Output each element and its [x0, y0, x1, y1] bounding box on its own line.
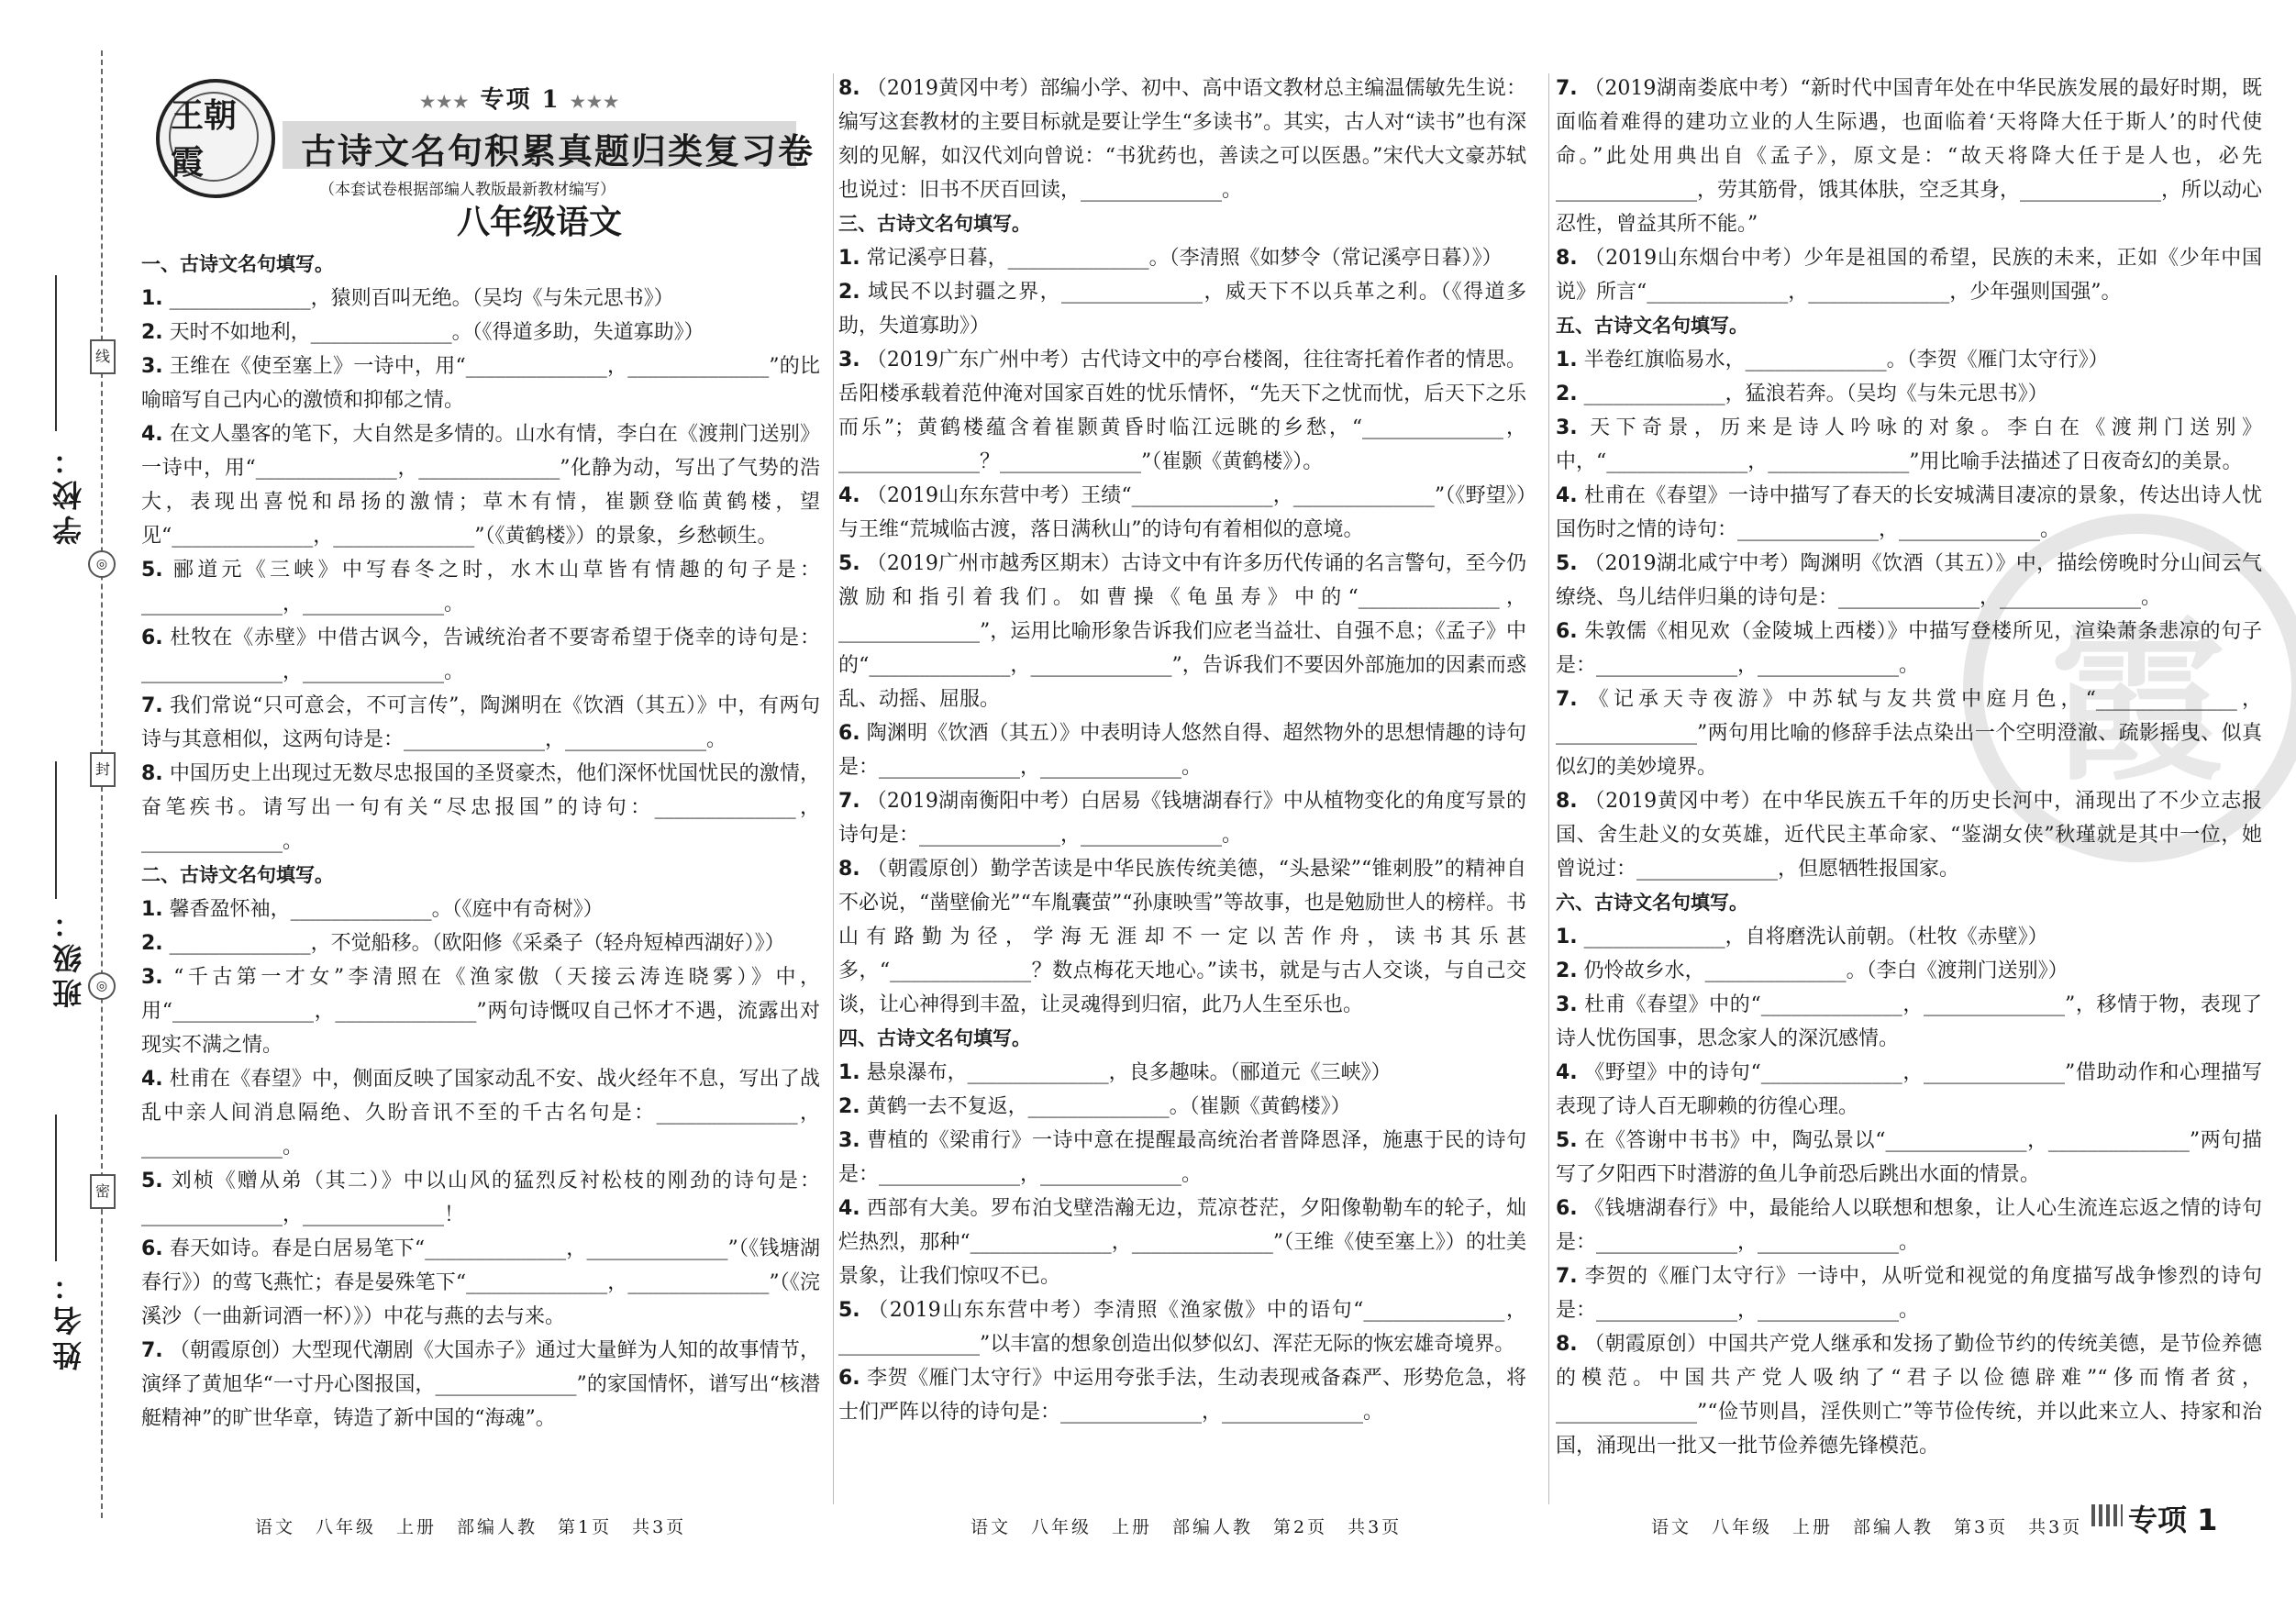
question-list [1556, 72, 2262, 1463]
question-item [1556, 1056, 2262, 1124]
question-text: （2019广东广州中考）古代诗文中的亭台楼阁，往往寄托着作者的情思。岳阳楼承载着范仲淹对国家百姓的忧乐情怀，“先天下之忧而忧，后天下之乐而乐”；黄鹤楼蕴含着崔颢黄昏时临江远眺的乡愁，“______________，______________？______________”（崔颢《黄鹤楼》）。 [838, 349, 1526, 473]
question-text: 陶渊明《饮酒（其五）》中表明诗人悠然自得、超然物外的思想情趣的诗句是：______________，______________。 [838, 722, 1526, 779]
question-item [141, 1334, 820, 1436]
question-number: 8. [838, 77, 860, 100]
grade-subject: 八年级语文 [457, 204, 623, 241]
question-item [838, 716, 1526, 784]
question-number: 3. [1556, 993, 1578, 1016]
question-text: 刘桢《赠从弟（其二）》中以山风的猛烈反衬松枝的刚劲的诗句是：______________，______________！ [141, 1170, 820, 1226]
question-number: 7. [1556, 77, 1578, 100]
question-item [838, 241, 1526, 275]
question-text: 中国历史上出现过无数尽忠报国的圣贤豪杰，他们深怀忧国忧民的激情，奋笔疾书。请写出一句有关“尽忠报国”的诗句：______________，______________。 [141, 762, 820, 853]
topic-label: ★★★ 专项 1 ★★★ [420, 86, 621, 114]
question-text: 李贺的《雁门太守行》一诗中，从听觉和视觉的角度描写战争惨烈的诗句是：______________，______________。 [1556, 1265, 2262, 1322]
brand-logo-text: 王朝霞 [169, 92, 259, 182]
binding-tag-seal: 封 [90, 752, 116, 787]
paper-title: 古诗文名句积累真题归类复习卷 [301, 131, 815, 172]
question-item [838, 479, 1526, 547]
question-item [141, 926, 820, 960]
question-number: 6. [1556, 620, 1578, 643]
question-text: ______________，自将磨洗认前朝。（杜牧《赤壁》） [1583, 926, 2048, 948]
binding-margin [0, 0, 136, 1597]
section-heading: 一、古诗文名句填写。 [141, 253, 334, 275]
binding-hole-icon: ◎ [88, 972, 116, 1000]
question-number: 8. [838, 858, 860, 881]
question-number: 2. [141, 932, 163, 955]
question-item [1556, 72, 2262, 241]
question-text: （2019黄冈中考）在中华民族五千年的历史长河中，涌现出了不少立志报国、舍生赴义的女英雄，近代民主革命家、“鉴湖女侠”秋瑾就是其中一位，她曾说过：______________，但愿牺牲报国家。 [1556, 790, 2262, 881]
question-number: 4. [1556, 1061, 1578, 1084]
page-column-1 [136, 0, 833, 1597]
question-item [1556, 1192, 2262, 1259]
question-text: 天下奇景，历来是诗人吟咏的对象。李白在《渡荆门送别》中，“______________，______________”用比喻手法描述了日夜奇幻的美景。 [1556, 416, 2262, 473]
question-item [1556, 1259, 2262, 1327]
question-number: 2. [838, 1095, 860, 1118]
question-item [1556, 411, 2262, 479]
question-text: 《记承天寺夜游》中苏轼与友共赏中庭月色，“______________，______________”两句用比喻的修辞手法点染出一个空明澄澈、疏影摇曳、似真似幻的美妙境界。 [1556, 688, 2262, 779]
question-number: 7. [1556, 688, 1578, 711]
question-number: 1. [141, 898, 163, 921]
question-text: ______________，猛浪若奔。（吴均《与朱元思书》） [1583, 383, 2048, 405]
question-number: 8. [1556, 790, 1578, 813]
question-text: 王维在《使至塞上》一诗中，用“______________，______________”的比喻暗写自己内心的激愤和抑郁之情。 [141, 355, 820, 412]
question-text: （2019山东东营中考）王绩“______________，______________”（《野望》）与王维“荒城临古渡，落日满秋山”的诗句有着相似的意境。 [838, 484, 1526, 541]
question-text: （朝霞原创）勤学苦读是中华民族传统美德，“头悬梁”“锥刺股”的精神自不必说，“凿壁偷光”“车胤囊萤”“孙康映雪”等故事，也是勉励世人的榜样。书山有路勤为径，学海无涯却不一定以苦作舟，读书其乐甚多，“______________？数点梅花天地心。”读书，就是与古人交谈，与自己交谈，让心神得到丰盈，让灵魂得到归宿，此乃人生至乐也。 [838, 858, 1526, 1016]
question-number: 1. [1556, 349, 1578, 372]
question-item [838, 547, 1526, 716]
question-number: 4. [141, 1068, 163, 1091]
name-label: 姓名： [51, 1266, 86, 1370]
star-icon: ★★★ [570, 93, 621, 112]
question-item [1556, 1327, 2262, 1463]
question-text: 悬泉瀑布，______________，良多趣味。（郦道元《三峡》） [866, 1061, 1392, 1084]
question-item [1556, 615, 2262, 682]
question-text: 域民不以封疆之界，______________，威天下不以兵革之利。（《得道多助，失道寡助》） [838, 281, 1526, 338]
section-heading: 四、古诗文名句填写。 [838, 1027, 1031, 1049]
question-number: 3. [141, 355, 163, 378]
question-text: （朝霞原创）中国共产党人继承和发扬了勤俭节约的传统美德，是节俭养德的模范。中国共产党人吸纳了“君子以俭德辟难”“侈而惰者贫，______________”“俭节则昌，淫佚则亡”等节俭传统，并以此来立人、持家和治国，涌现出一批又一批节俭养德先锋模范。 [1556, 1333, 2262, 1458]
page-footer: 语文 八年级 上册 部编人教 第1页 共3页 [255, 1517, 687, 1537]
question-text: ______________，猿则百叫无绝。（吴均《与朱元思书》） [169, 287, 674, 310]
question-item [1556, 920, 2262, 954]
question-number: 3. [1556, 416, 1578, 439]
question-item [838, 343, 1526, 479]
question-text: 杜甫在《春望》中，侧面反映了国家动乱不安、战火经年不息，写出了战乱中亲人间消息隔绝、久盼音讯不至的千古名句是：______________，______________。 [141, 1068, 820, 1159]
question-text: 常记溪亭日暮，______________。（李清照《如梦令（常记溪亭日暮）》） [866, 247, 1503, 270]
edition-note: （本套试卷根据部编人教版最新教材编写） [319, 181, 616, 199]
question-item [141, 757, 820, 859]
question-number: 6. [1556, 1197, 1578, 1220]
question-number: 3. [838, 1129, 860, 1152]
question-text: （2019山东东营中考）李清照《渔家傲》中的语句“______________，______________”以丰富的想象创造出似梦似幻、浑茫无际的恢宏雄奇境界。 [838, 1299, 1526, 1356]
question-number: 5. [838, 1299, 860, 1322]
question-item [141, 316, 820, 349]
question-text: 黄鹤一去不复返，______________。（崔颢《黄鹤楼》） [866, 1095, 1351, 1118]
question-number: 3. [838, 349, 860, 372]
question-number: 1. [141, 287, 163, 310]
watermark-stamp: 霞 [1963, 514, 2296, 862]
school-field[interactable] [55, 275, 57, 431]
question-text: 我们常说“只可意会，不可言传”，陶渊明在《饮酒（其五）》中，有两句诗与其意相似，这两句诗是：______________，______________。 [141, 694, 821, 751]
question-item [838, 1056, 1526, 1090]
question-text: 馨香盈怀袖，______________。（《庭中有奇树》） [169, 898, 604, 921]
question-text: 天时不如地利，______________。（《得道多助，失道寡助》） [169, 321, 704, 344]
question-item [1556, 682, 2262, 784]
question-text: 《钱塘湖春行》中，最能给人以联想和想象，让人心生流连忘返之情的诗句是：______________，______________。 [1556, 1197, 2262, 1254]
binding-tag-secret: 密 [90, 1174, 116, 1209]
page-column-3 [1550, 0, 2275, 1597]
question-number: 4. [141, 423, 163, 446]
question-text: 朱敦儒《相见欢（金陵城上西楼）》中描写登楼所见，渲染萧条悲凉的句子是：______________，______________。 [1556, 620, 2262, 677]
question-item [1556, 547, 2262, 615]
question-number: 8. [141, 762, 163, 785]
question-item [838, 72, 1526, 207]
class-label: 班级： [51, 904, 86, 1008]
brand-logo [156, 79, 275, 198]
class-field[interactable] [55, 761, 57, 899]
question-item [1556, 954, 2262, 988]
question-item [838, 852, 1526, 1022]
question-text: 在文人墨客的笔下，大自然是多情的。山水有情，李白在《渡荆门送别》一诗中，用“______________，______________”化静为动，写出了气势的浩大，表现出喜悦和昂扬的激情；草木有情，崔颢登临黄鹤楼，望见“______________，______________”（《黄鹤楼》）的景象，乡愁顿生。 [141, 423, 820, 548]
name-field[interactable] [55, 1115, 57, 1261]
paper-header [136, 73, 833, 241]
topic-badge: 专项 1 [2128, 1503, 2218, 1537]
question-number: 6. [141, 1237, 163, 1260]
question-text: 半卷红旗临易水，______________。（李贺《雁门太守行》） [1583, 349, 2109, 372]
question-text: 李贺《雁门太守行》中运用夸张手法，生动表现戒备森严、形势危急，将士们严阵以待的诗句是：______________，______________。 [838, 1367, 1526, 1424]
question-item [141, 282, 820, 316]
question-list [141, 248, 820, 1436]
question-number: 2. [1556, 959, 1578, 982]
question-item [141, 960, 820, 1062]
question-text: （2019湖南衡阳中考）白居易《钱塘湖春行》中从植物变化的角度写景的诗句是：______________，______________。 [838, 790, 1526, 847]
question-number: 6. [838, 722, 860, 745]
question-list [838, 72, 1526, 1429]
question-number: 7. [141, 1339, 163, 1362]
question-number: 1. [838, 247, 860, 270]
question-number: 4. [1556, 484, 1578, 507]
question-text: （2019湖北咸宁中考）陶渊明《饮酒（其五）》中，描绘傍晚时分山间云气缭绕、鸟儿结伴归巢的诗句是：______________，______________。 [1556, 552, 2262, 609]
question-number: 5. [1556, 1129, 1578, 1152]
question-text: “千古第一才女”李清照在《渔家傲（天接云涛连晓雾）》中，用“______________，______________”两句诗慨叹自己怀才不遇，流露出对现实不满之情。 [141, 966, 821, 1057]
question-text: 杜牧在《赤壁》中借古讽今，告诫统治者不要寄希望于侥幸的诗句是：______________，______________。 [141, 627, 820, 683]
question-item [838, 1090, 1526, 1124]
question-number: 5. [141, 1170, 163, 1192]
page-footer: 语文 八年级 上册 部编人教 第3页 共3页 [1651, 1517, 2083, 1537]
question-item [1556, 343, 2262, 377]
school-label: 学校： [51, 440, 86, 545]
question-item [141, 553, 820, 621]
question-text: 郦道元《三峡》中写春冬之时，水木山草皆有情趣的句子是：______________，______________。 [141, 559, 820, 616]
question-item [141, 1062, 820, 1164]
column-divider [1548, 73, 1549, 1504]
badge-bars-icon [2091, 1504, 2123, 1526]
question-text: （2019广州市越秀区期末）古诗文中有许多历代传诵的名言警句，至今仍激励和指引着我们。如曹操《龟虽寿》中的“______________，______________”，运用比喻形象告诉我们应老当益壮、自强不息；《孟子》中的“______________，______________”，告诉我们不要因外部施加的因素而惑乱、动摇、屈服。 [838, 552, 1526, 711]
question-text: 仍怜故乡水，______________。（李白《渡荆门送别》） [1583, 959, 2069, 982]
question-item [141, 349, 820, 417]
question-number: 2. [141, 321, 163, 344]
question-number: 7. [1556, 1265, 1578, 1288]
question-number: 6. [141, 627, 163, 649]
section-heading: 三、古诗文名句填写。 [838, 213, 1031, 235]
question-number: 8. [1556, 1333, 1578, 1356]
question-number: 4. [838, 1197, 860, 1220]
question-text: 杜甫《春望》中的“______________，______________”，移情于物，表现了诗人忧伤国事，思念家人的深沉感情。 [1556, 993, 2262, 1050]
question-item [838, 1192, 1526, 1293]
question-text: 《野望》中的诗句“______________，______________”借助动作和心理描写表现了诗人百无聊赖的彷徨心理。 [1556, 1061, 2262, 1118]
question-text: ______________，不觉船移。（欧阳修《采桑子（轻舟短棹西湖好）》） [169, 932, 785, 955]
question-number: 1. [1556, 926, 1578, 948]
section-heading: 五、古诗文名句填写。 [1556, 315, 1748, 337]
question-item [1556, 241, 2262, 309]
question-item [838, 784, 1526, 852]
question-number: 1. [838, 1061, 860, 1084]
question-item [141, 1164, 820, 1232]
question-item [141, 417, 820, 553]
question-item [141, 893, 820, 926]
binding-tag-line: 线 [90, 339, 116, 374]
star-icon: ★★★ [420, 93, 471, 112]
page-column-2 [833, 0, 1539, 1597]
question-text: （2019湖南娄底中考）“新时代中国青年处在中华民族发展的最好时期，既面临着难得的建功立业的人生际遇，也面临着‘天将降大任于斯人’的时代使命。”此处用典出自《孟子》，原文是：“故天将降大任于是人也，必先______________，劳其筋骨，饿其体肤，空乏其身，______________，所以动心忍性，曾益其所不能。” [1556, 77, 2263, 236]
question-number: 2. [838, 281, 860, 304]
section-heading: 六、古诗文名句填写。 [1556, 892, 1748, 914]
question-item [838, 275, 1526, 343]
question-text: 春天如诗。春是白居易笔下“______________，______________”（《钱塘湖春行》）的莺飞燕忙；春是晏殊笔下“______________，______________”（《浣溪沙（一曲新词酒一杯）》）中花与燕的去与来。 [141, 1237, 821, 1328]
question-text: （2019山东烟台中考）少年是祖国的希望，民族的未来，正如《少年中国说》所言“______________，______________，少年强则国强”。 [1556, 247, 2262, 304]
page-footer: 语文 八年级 上册 部编人教 第2页 共3页 [971, 1517, 1403, 1537]
question-item [838, 1293, 1526, 1361]
question-item [1556, 1124, 2262, 1192]
question-number: 6. [838, 1367, 860, 1390]
question-item [1556, 479, 2262, 547]
question-number: 5. [1556, 552, 1578, 575]
question-number: 5. [838, 552, 860, 575]
question-number: 8. [1556, 247, 1578, 270]
question-item [1556, 988, 2262, 1056]
question-number: 4. [838, 484, 860, 507]
question-item [141, 1232, 820, 1334]
question-item [838, 1361, 1526, 1429]
section-heading: 二、古诗文名句填写。 [141, 864, 334, 886]
question-text: 杜甫在《春望》一诗中描写了春天的长安城满目凄凉的景象，传达出诗人忧国伤时之情的诗句：______________，______________。 [1556, 484, 2262, 541]
question-item [1556, 784, 2262, 886]
question-item [838, 1124, 1526, 1192]
question-item [1556, 377, 2262, 411]
question-text: 曹植的《梁甫行》一诗中意在提醒最高统治者普降恩泽，施惠于民的诗句是：______________，______________。 [838, 1129, 1526, 1186]
question-number: 7. [838, 790, 860, 813]
question-number: 3. [141, 966, 163, 989]
question-item [141, 621, 820, 689]
question-number: 7. [141, 694, 163, 717]
binding-hole-icon: ◎ [88, 550, 116, 578]
question-text: （朝霞原创）大型现代潮剧《大国赤子》通过大量鲜为人知的故事情节，演绎了黄旭华“一寸丹心图报国，______________”的家国情怀，谱写出“核潜艇精神”的旷世华章，铸造了新中国的“海魂”。 [141, 1339, 820, 1430]
question-text: 西部有大美。罗布泊戈壁浩瀚无边，荒凉苍茫，夕阳像勒勒车的轮子，灿烂热烈，那种“______________，______________”（王维《使至塞上》）的壮美景象，让我们惊叹不已。 [838, 1197, 1526, 1288]
question-item [141, 689, 820, 757]
question-number: 2. [1556, 383, 1578, 405]
question-text: 在《答谢中书书》中，陶弘景以“______________，______________”两句描写了夕阳西下时潜游的鱼儿争前恐后跳出水面的情景。 [1556, 1129, 2262, 1186]
question-text: （2019黄冈中考）部编小学、初中、高中语文教材总主编温儒敏先生说：编写这套教材的主要目标就是要让学生“多读书”。其实，古人对“读书”也有深刻的见解，如汉代刘向曾说：“书犹药也，善读之可以医愚。”宋代大文豪苏轼也说过：旧书不厌百回读，______________。 [838, 77, 1526, 202]
question-number: 5. [141, 559, 163, 582]
